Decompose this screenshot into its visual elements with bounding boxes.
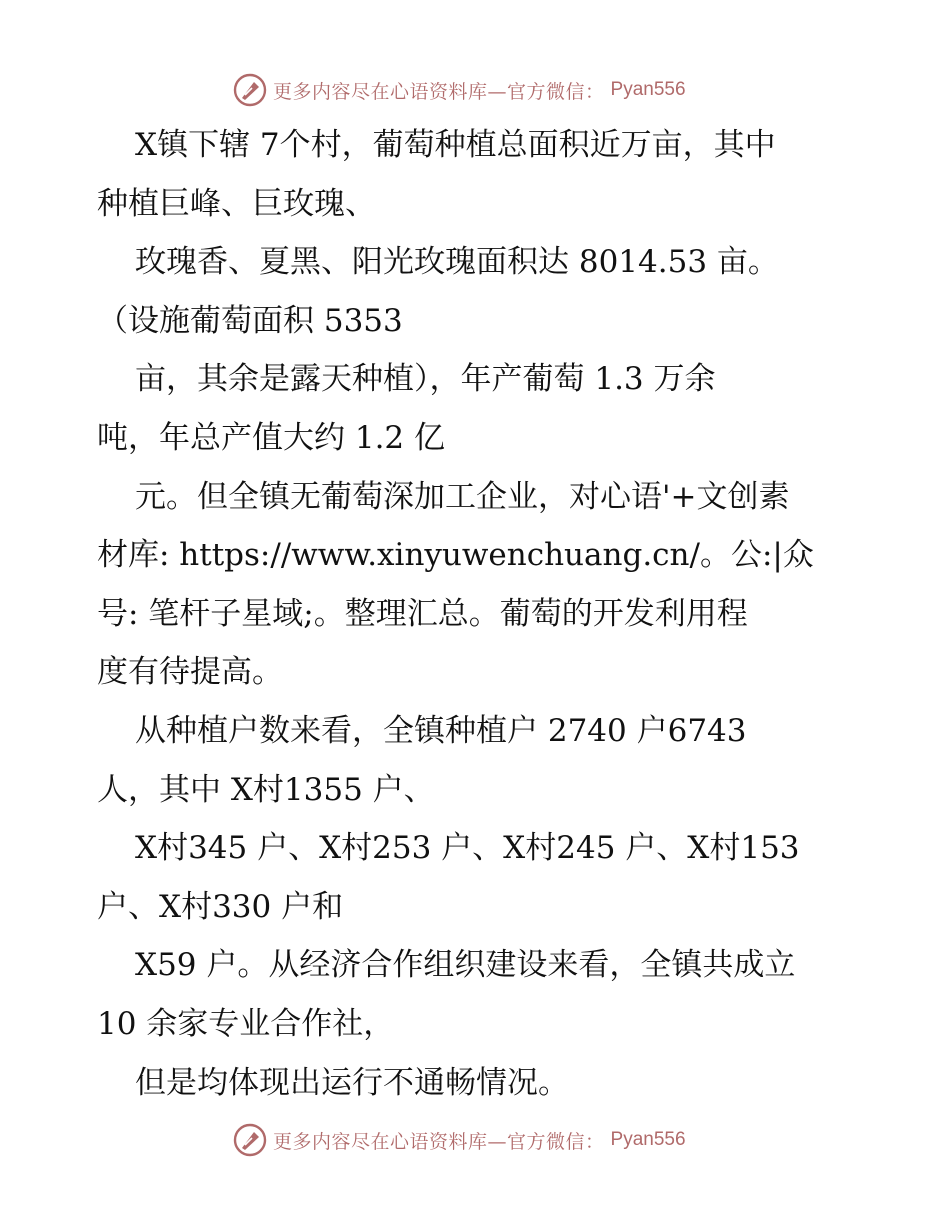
text-line: 从种植户数来看，全镇种植户 2740 户6743: [135, 712, 747, 749]
document-body: [97, 116, 877, 1112]
header-banner-text: 更多内容尽在心语资料库—官方微信：: [273, 80, 605, 103]
footer-banner: [233, 1122, 686, 1158]
text-line: X镇下辖 7个村，葡萄种植总面积近万亩，其中: [135, 127, 776, 163]
text-line: 材库: https://www.xinyuwenchuang.cn/。公:|众: [97, 537, 814, 574]
text-line: 户、X村330 户和: [97, 888, 344, 925]
text-line: 元。但全镇无葡萄深加工企业，对心语'+文创素: [135, 478, 790, 515]
fountain-pen-nib-icon: [233, 73, 267, 107]
fountain-pen-nib-icon: [233, 1123, 267, 1157]
text-line: 10 余家专业合作社，: [97, 1005, 395, 1042]
text-line: 亩，其余是露天种植），年产葡萄 1.3 万余: [135, 361, 716, 398]
text-line: 玫瑰香、夏黑、阳光玫瑰面积达 8014.53 亩。: [135, 244, 779, 281]
footer-banner-text: 更多内容尽在心语资料库—官方微信：: [273, 1130, 605, 1153]
text-line: 号: 笔杆子星域;。整理汇总。葡萄的开发利用程: [97, 595, 748, 632]
text-line: X59 户。从经济合作组织建设来看，全镇共成立: [135, 947, 796, 984]
text-line: X村345 户、X村253 户、X村245 户、X村153: [135, 830, 800, 867]
header-wechat-id: Pyan556: [610, 79, 686, 100]
text-line: 度有待提高。: [97, 654, 283, 691]
footer-wechat-id: Pyan556: [610, 1129, 686, 1150]
text-line: 吨，年总产值大约 1.2 亿: [97, 419, 446, 456]
header-banner: [233, 72, 686, 108]
text-line: 但是均体现出运行不通畅情况。: [135, 1064, 569, 1101]
text-line: 人，其中 X村1355 户、: [97, 771, 435, 808]
text-line: 种植巨峰、巨玫瑰、: [97, 185, 376, 222]
text-line: （设施葡萄面积 5353: [97, 302, 403, 339]
